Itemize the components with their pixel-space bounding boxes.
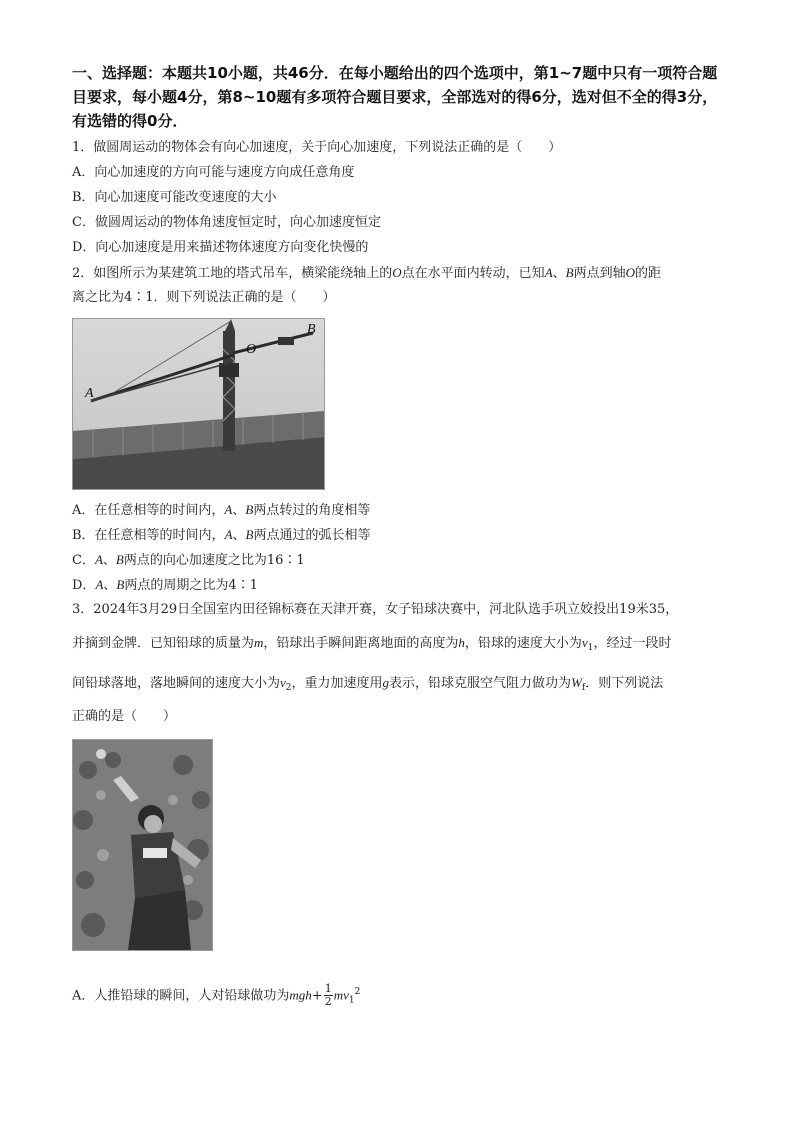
- shot-put-athlete-image: [73, 740, 212, 950]
- one-half-fraction: $\frac{1}{2}$: [324, 982, 332, 1009]
- point-b-label: B: [307, 322, 316, 337]
- q1-option-a: A．向心加速度的方向可能与速度方向成任意角度: [72, 165, 355, 180]
- q2-stem-line1: 2．如图所示为某建筑工地的塔式吊车，横梁能绕轴上的O点在水平面内转动，已知A、B两点到轴O的距: [72, 265, 662, 281]
- q2-option-a: A．在任意相等的时间内，A、B两点转过的角度相等: [72, 502, 371, 518]
- q3-stem-line4: 正确的是（ ）: [72, 709, 177, 724]
- tower-crane-image: [73, 319, 324, 489]
- point-o-label: O: [246, 342, 257, 357]
- q3-stem-line2: 并摘到金牌．已知铅球的质量为m，铅球出手瞬间距离地面的高度为h，铅球的速度大小为$v_1$，经过一段时: [72, 635, 672, 653]
- q2-option-d: D．A、B两点的周期之比为4∶1: [72, 577, 258, 593]
- q2-option-c: C．A、B两点的向心加速度之比为16∶1: [72, 552, 305, 568]
- point-a-label: A: [85, 386, 94, 401]
- q2-stem-line2: 离之比为4∶1．则下列说法正确的是（ ）: [72, 290, 336, 305]
- q1-option-c: C．做圆周运动的物体角速度恒定时，向心加速度恒定: [72, 215, 381, 230]
- q1-stem: 1．做圆周运动的物体会有向心加速度，关于向心加速度，下列说法正确的是（ ）: [72, 140, 562, 155]
- q2-option-b: B．在任意相等的时间内，A、B两点通过的弧长相等: [72, 527, 371, 543]
- q3-option-a: A．人推铅球的瞬间，人对铅球做功为mgh+ $\frac{1}{2}$ $mv_1^2$: [72, 982, 361, 1009]
- section-heading: 一、选择题：本题共10小题，共46分．在每小题给出的四个选项中，第1~7题中只有一项符合题目要求，每小题4分，第8~10题有多项符合题目要求，全部选对的得6分，选对但不全的得3分，有选错的得0分．: [72, 64, 718, 130]
- q3-stem-line3: 间铅球落地，落地瞬间的速度大小为$v_2$，重力加速度用g表示，铅球克服空气阻力做功为$W_f$．则下列说法: [72, 675, 664, 693]
- q1-option-b: B．向心加速度可能改变速度的大小: [72, 190, 277, 205]
- q3-stem-line1: 3．2024年3月29日全国室内田径锦标赛在天津开赛，女子铅球决赛中，河北队选手巩立姣投出19米35，: [72, 602, 679, 617]
- tower-crane-photo: [72, 318, 325, 490]
- shot-put-photo: [72, 739, 213, 951]
- q1-option-d: D．向心加速度是用来描述物体速度方向变化快慢的: [72, 240, 369, 255]
